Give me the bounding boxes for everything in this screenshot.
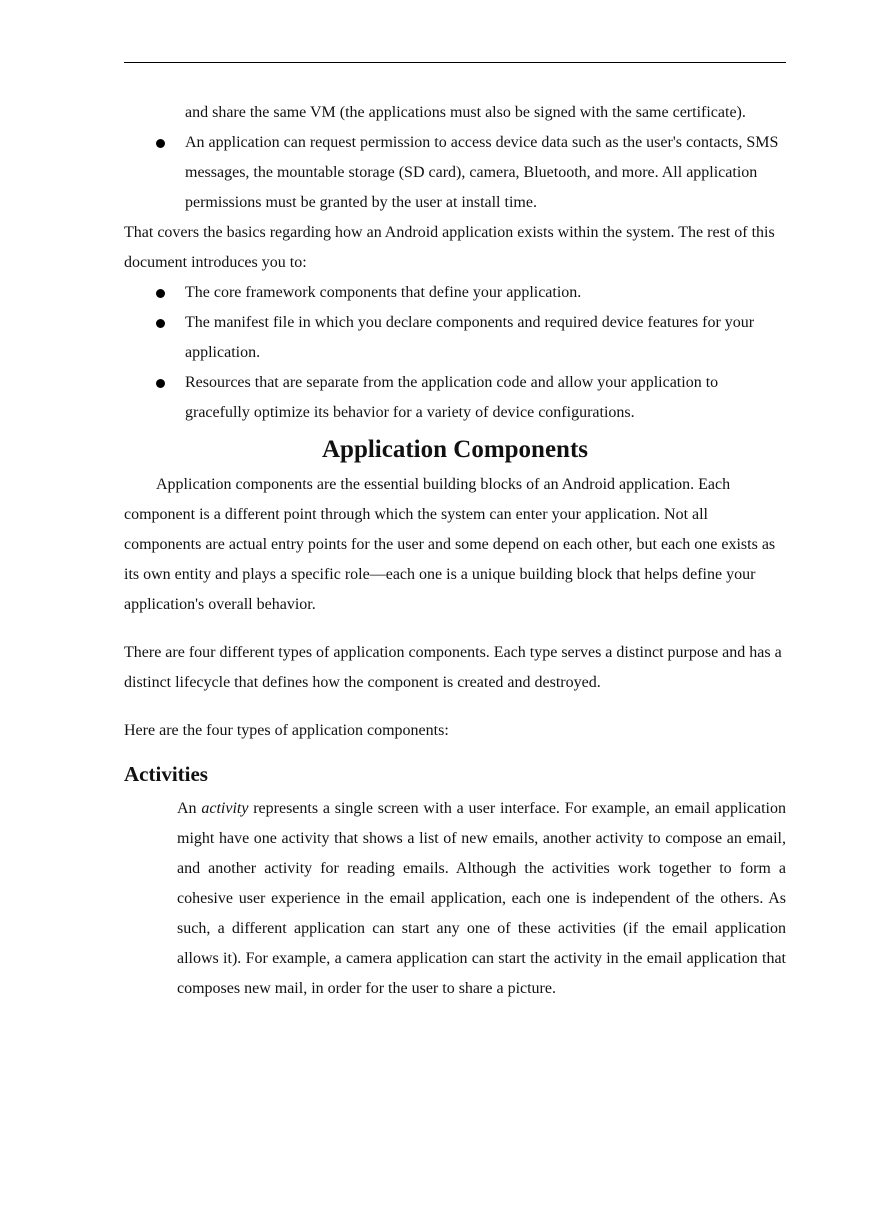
activities-paragraph	[177, 794, 786, 1004]
permission-list	[124, 128, 786, 218]
activities-lead: An	[177, 800, 202, 817]
intro-continuation-text: and share the same VM (the applications must also be signed with the same certificate).	[185, 104, 746, 121]
basics-paragraph: That covers the basics regarding how an Android application exists within the system. The rest of this document introduces you to:	[124, 224, 775, 271]
activities-heading: Activities	[124, 762, 208, 786]
intro-list-item-text: The manifest file in which you declare components and required device features for your application.	[185, 314, 755, 361]
bullet-icon	[156, 139, 165, 148]
intro-list	[124, 278, 786, 428]
section-paragraph-2: There are four different types of application components. Each type serves a distinct purpose and has a distinct lifecycle that defines how the component is created and destroyed.	[124, 644, 782, 691]
bullet-icon	[156, 379, 165, 388]
list-item	[124, 308, 786, 368]
section-title: Application Components	[321, 436, 588, 463]
intro-list-item-text: The core framework components that define your application.	[185, 284, 582, 301]
section-paragraph-1: Application components are the essential building blocks of an Android application. Each component is a different point through which the system can enter your application. Not all components are actual entry points for the user and some depend on each other, but each one exists as its own entity and plays a specific role—each one is a unique building block that helps define your application's overall behavior.	[124, 476, 776, 613]
permission-bullet-text: An application can request permission to access device data such as the user's contacts, SMS messages, the mountable storage (SD card), camera, Bluetooth, and more. All application permissions must be granted by the user at install time.	[185, 134, 779, 211]
bullet-icon	[156, 289, 165, 298]
list-item	[124, 128, 786, 218]
activities-body: represents a single screen with a user interface. For example, an email application might have one activity that shows a list of new emails, another activity to compose an email, and another activity for reading emails. Although the activities work together to form a cohesive user experience in the email application, each one is independent of the others. As such, a different application can start any one of these activities (if the email application allows it). For example, a camera application can start the activity in the email application that composes new mail, in order for the user to share a picture.	[177, 800, 786, 997]
page-content	[124, 98, 786, 1004]
bullet-icon	[156, 319, 165, 328]
section-paragraph-3: Here are the four types of application components:	[124, 722, 449, 739]
intro-list-item-text: Resources that are separate from the application code and allow your application to gracefully optimize its behavior for a variety of device configurations.	[185, 374, 719, 421]
list-item	[124, 368, 786, 428]
activities-term: activity	[201, 800, 249, 817]
header-rule	[124, 62, 786, 63]
list-item	[124, 278, 786, 308]
